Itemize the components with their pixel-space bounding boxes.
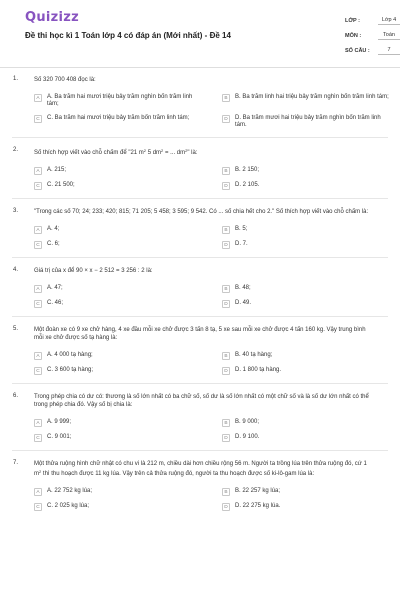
- option-text: C. 2 025 kg lúa;: [47, 503, 90, 509]
- answer-option-a[interactable]: [34, 419, 204, 427]
- text-fragment: = ... dm: [163, 150, 186, 156]
- option-letter-box[interactable]: A: [34, 488, 42, 496]
- option-text: A. 22 752 kg lúa;: [47, 488, 93, 494]
- option-text: D. Ba trăm mươi hai triệu bảy trăm nghìn bốn trăm linh tám.: [235, 115, 381, 128]
- answer-option-c[interactable]: [34, 115, 204, 129]
- answer-option-d[interactable]: [222, 503, 392, 511]
- option-letter-box[interactable]: D: [222, 434, 230, 442]
- option-letter-box[interactable]: C: [34, 367, 42, 375]
- question-divider: [12, 383, 388, 384]
- answer-options: [34, 226, 388, 249]
- option-text: B. 9 000;: [235, 419, 260, 425]
- question-4: [12, 267, 388, 317]
- question-7: [12, 460, 388, 511]
- answer-option-d[interactable]: [222, 115, 392, 129]
- question-6: [12, 393, 388, 451]
- option-text: B. 22 257 kg lúa;: [235, 488, 281, 494]
- answer-option-b[interactable]: [222, 94, 392, 108]
- option-text: D. 49.: [235, 300, 252, 306]
- option-letter-box[interactable]: C: [34, 300, 42, 308]
- option-letter-box[interactable]: C: [34, 434, 42, 442]
- option-letter-box[interactable]: D: [222, 115, 230, 123]
- option-letter-box[interactable]: C: [34, 503, 42, 511]
- answer-options: [34, 488, 388, 511]
- option-letter-box[interactable]: B: [222, 352, 230, 360]
- question-text: "Trong các số 70; 24; 233; 420; 815; 71 205; 5 458; 3 595; 9 542. Có ... số chia hết cho 2." Số thích hợp viết vào chỗ chấm là:: [34, 209, 369, 215]
- question-list: [12, 76, 388, 511]
- option-text: B. Ba trăm linh hai triệu bảy trăm nghìn bốn trăm linh tám;: [235, 94, 389, 100]
- option-text: D. 7.: [235, 241, 248, 247]
- answer-option-b[interactable]: [222, 226, 392, 234]
- meta-label: SỐ CÂU :: [345, 47, 370, 54]
- answer-options: [34, 285, 388, 308]
- option-letter-box[interactable]: A: [34, 285, 42, 293]
- meta-row-question-count: [345, 43, 400, 58]
- question-1: [12, 76, 388, 138]
- option-letter-box[interactable]: D: [222, 300, 230, 308]
- question-number: 4.: [13, 267, 19, 273]
- answer-option-b[interactable]: [222, 167, 392, 175]
- option-letter-box[interactable]: C: [34, 182, 42, 190]
- question-divider: [12, 257, 388, 258]
- option-letter-box[interactable]: B: [222, 488, 230, 496]
- question-text: Trong phép chia có dư có: thương là số lớn nhất có ba chữ số, số dư là số lớn nhất có một chữ số và là số dư lớn nhất có thể trong phép chia đó. Vậy số bị chia là:: [34, 394, 369, 408]
- superscript: 2: [143, 148, 147, 153]
- answer-option-c[interactable]: [34, 367, 204, 375]
- option-text: C. 9 001;: [47, 434, 72, 440]
- meta-label: MÔN :: [345, 32, 362, 39]
- worksheet-meta: [345, 13, 400, 58]
- question-divider: [12, 198, 388, 199]
- question-text: Giá trị của x để 90 × x − 2 512 = 3 256 : 2 là:: [34, 268, 153, 274]
- option-letter-box[interactable]: B: [222, 94, 230, 102]
- question-text: Một đoàn xe có 9 xe chở hàng, 4 xe đầu mỗi xe chở được 3 tấn 8 tạ, 5 xe sau mỗi xe chở được 4 tấn 160 kg. Vậy trung bình mỗi xe chở được số tạ hàng là:: [34, 327, 366, 341]
- option-text: A. 9 999;: [47, 419, 72, 425]
- option-text: B. 5;: [235, 226, 248, 232]
- option-letter-box[interactable]: A: [34, 94, 42, 102]
- answer-option-b[interactable]: [222, 419, 392, 427]
- answer-option-a[interactable]: [34, 94, 204, 108]
- question-text: Số 320 700 408 đọc là:: [34, 77, 96, 83]
- option-letter-box[interactable]: A: [34, 226, 42, 234]
- meta-value: 7: [378, 47, 400, 55]
- option-letter-box[interactable]: D: [222, 241, 230, 249]
- option-text: D. 9 100.: [235, 434, 260, 440]
- option-text: A. Ba trăm hai mươi triệu bảy trăm nghìn bốn trăm linh tám;: [47, 94, 193, 107]
- option-text: D. 1 800 tạ hàng.: [235, 367, 282, 373]
- option-text: C. 6;: [47, 241, 60, 247]
- answer-options: [34, 352, 388, 375]
- answer-option-c[interactable]: [34, 503, 204, 511]
- option-text: A. 47;: [47, 285, 63, 291]
- question-number: 3.: [13, 208, 19, 214]
- option-letter-box[interactable]: B: [222, 419, 230, 427]
- answer-option-d[interactable]: [222, 434, 392, 442]
- option-letter-box[interactable]: B: [222, 285, 230, 293]
- option-text: D. 22 275 kg lúa.: [235, 503, 281, 509]
- superscript: 2: [39, 469, 42, 474]
- text-fragment: thì thu hoạch được 11 kg lúa. Vậy trên cả thửa ruộng đó, người ta thu hoạch được số ki-lô-gam lúa là:: [41, 471, 315, 477]
- option-text: A. 215;: [47, 167, 67, 173]
- meta-row-class: [345, 13, 400, 28]
- option-text: C. 46;: [47, 300, 64, 306]
- answer-option-a[interactable]: [34, 226, 204, 234]
- answer-option-c[interactable]: [34, 182, 204, 190]
- option-letter-box[interactable]: C: [34, 241, 42, 249]
- question-number: 1.: [13, 76, 19, 82]
- question-text: [34, 147, 374, 157]
- answer-option-b[interactable]: [222, 352, 392, 360]
- answer-option-d[interactable]: [222, 241, 392, 249]
- question-number: 5.: [13, 326, 19, 332]
- meta-value: Lớp 4: [378, 17, 400, 25]
- text-fragment: 5 dm: [146, 150, 162, 156]
- answer-option-a[interactable]: [34, 488, 204, 496]
- header-divider: [0, 67, 400, 68]
- answer-options: [34, 167, 388, 190]
- meta-row-subject: [345, 28, 400, 43]
- option-text: B. 48;: [235, 285, 251, 291]
- answer-option-d[interactable]: [222, 182, 392, 190]
- answer-option-c[interactable]: [34, 241, 204, 249]
- superscript: 2: [161, 148, 164, 153]
- option-text: B. 2 150;: [235, 167, 260, 173]
- meta-value: Toán: [378, 32, 400, 40]
- answer-option-d[interactable]: [222, 300, 392, 308]
- option-letter-box[interactable]: D: [222, 182, 230, 190]
- answer-option-d[interactable]: [222, 367, 392, 375]
- option-letter-box[interactable]: B: [222, 226, 230, 234]
- answer-option-c[interactable]: [34, 434, 204, 442]
- answer-option-b[interactable]: [222, 488, 392, 496]
- option-text: C. 21 500;: [47, 182, 75, 188]
- option-letter-box[interactable]: D: [222, 503, 230, 511]
- option-text: A. 4;: [47, 226, 60, 232]
- question-divider: [12, 137, 388, 138]
- meta-label: LỚP :: [345, 17, 360, 24]
- worksheet-title: Đề thi học kì 1 Toán lớp 4 có đáp án (Mới nhất) - Đề 14: [25, 31, 231, 40]
- option-text: C. 3 600 tạ hàng;: [47, 367, 94, 373]
- option-text: A. 4 000 tạ hàng;: [47, 352, 93, 358]
- quizizz-logo: Quizizz: [25, 10, 80, 25]
- option-letter-box[interactable]: A: [34, 352, 42, 360]
- option-letter-box[interactable]: A: [34, 167, 42, 175]
- answer-option-a[interactable]: [34, 352, 204, 360]
- option-letter-box[interactable]: A: [34, 419, 42, 427]
- answer-option-a[interactable]: [34, 285, 204, 293]
- question-5: [12, 326, 388, 384]
- question-3: [12, 208, 388, 258]
- question-text: [34, 460, 374, 478]
- text-fragment: " là:: [187, 150, 198, 156]
- answer-option-a[interactable]: [34, 167, 204, 175]
- option-text: B. 40 tạ hàng;: [235, 352, 273, 358]
- option-letter-box[interactable]: D: [222, 367, 230, 375]
- answer-options: [34, 94, 388, 129]
- option-text: D. 2 105.: [235, 182, 260, 188]
- worksheet-header: [12, 0, 397, 62]
- question-number: 2.: [13, 147, 19, 153]
- answer-options: [34, 419, 388, 442]
- question-2: [12, 147, 388, 199]
- superscript: 2: [185, 148, 188, 153]
- option-letter-box[interactable]: B: [222, 167, 230, 175]
- answer-option-b[interactable]: [222, 285, 392, 293]
- text-fragment: Số thích hợp viết vào chỗ chấm để "21 m: [34, 150, 144, 156]
- option-text: C. Ba trăm hai mươi triệu bảy trăm bốn trăm linh tám;: [47, 115, 190, 121]
- answer-option-c[interactable]: [34, 300, 204, 308]
- question-number: 6.: [13, 393, 19, 399]
- question-number: 7.: [13, 460, 19, 466]
- option-letter-box[interactable]: C: [34, 115, 42, 123]
- text-fragment: Một thửa ruộng hình chữ nhật có chu vi là 212 m, chiều dài hơn chiều rộng 56 m. Người ta trồng lúa trên thửa ruộng đó, cứ 1 m: [34, 461, 367, 477]
- question-divider: [12, 316, 388, 317]
- question-divider: [12, 450, 388, 451]
